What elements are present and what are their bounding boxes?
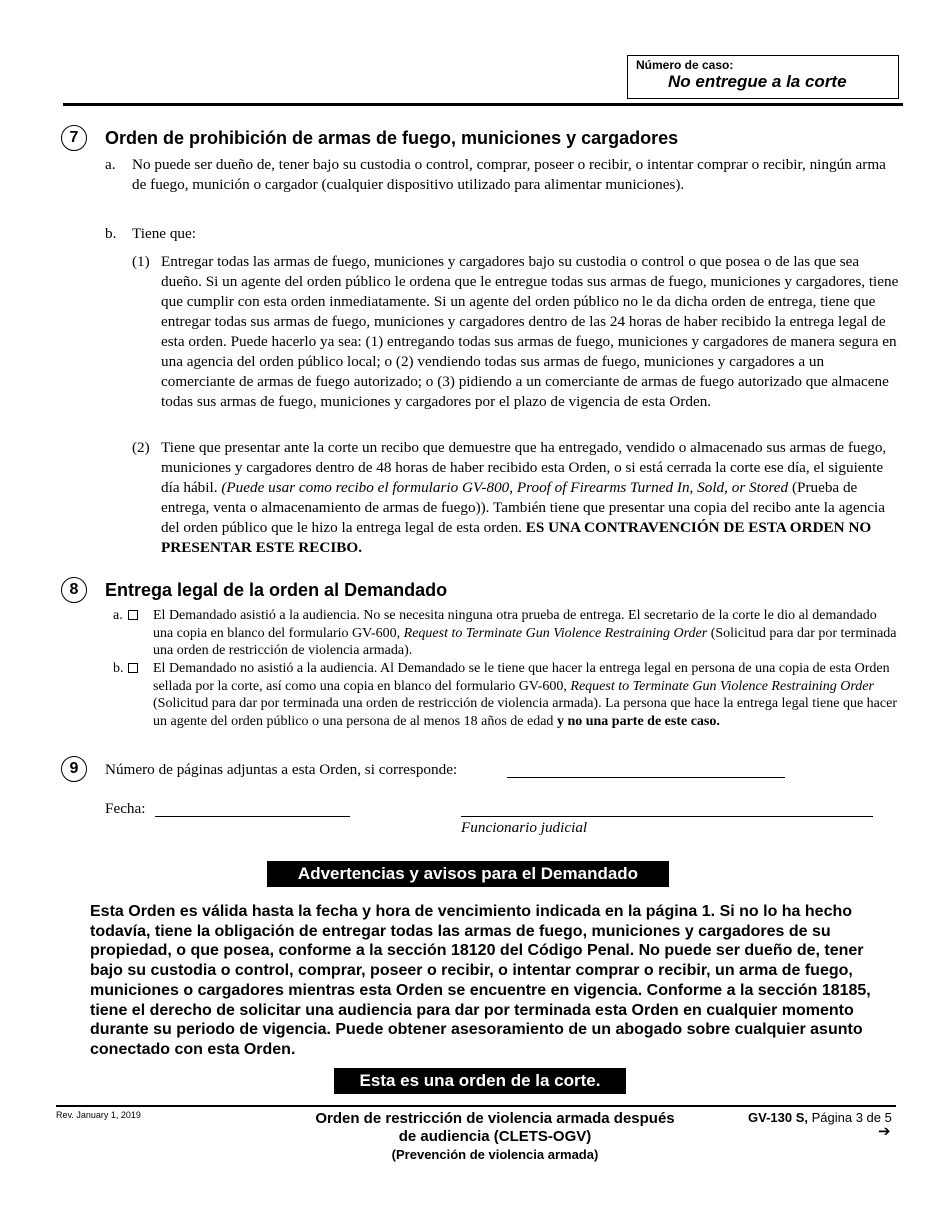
case-number-label: Número de caso: — [636, 58, 734, 72]
item-8b-text-part2: (Solicitud para dar por terminada una orden de restricción de violencia armada). La persona que hace la entrega legal tiene que hacer un agente del orden público o una persona de al menos 18 años de edad — [153, 696, 897, 729]
item-8a-marker: a. — [113, 608, 123, 623]
footer-divider — [56, 1105, 896, 1107]
footer-form-id — [748, 1110, 892, 1125]
case-number-value: No entregue a la corte — [668, 72, 847, 91]
item-7b-marker: b. — [105, 225, 117, 242]
item-7b-text: Tiene que: — [132, 225, 196, 242]
attached-pages-field[interactable] — [507, 777, 785, 778]
revision-date: Rev. January 1, 2019 — [56, 1110, 141, 1120]
item-8a-text-part1: El Demandado asistió a la audiencia. No se necesita ninguna otra prueba de entrega. El secretario de la corte le dio al demandado una copia en blanco del formulario GV-600, — [153, 608, 877, 641]
section-9-number: 9 — [61, 756, 87, 782]
footer-title-line1: Orden de restricción de violencia armada después — [315, 1110, 675, 1127]
court-order-banner: Esta es una orden de la corte. — [334, 1068, 626, 1094]
item-7b2-text — [161, 438, 901, 558]
attached-pages-label: Número de páginas adjuntas a esta Orden, si corresponde: — [105, 761, 458, 778]
item-8a-text-part2: (Solicitud para dar por terminada una orden de restricción de violencia armada). — [153, 625, 897, 659]
item-7b2-bold-warning: ES UNA CONTRAVENCIÓN DE ESTA ORDEN NO PRESENTAR ESTE RECIBO. — [161, 519, 872, 556]
date-field[interactable] — [155, 816, 350, 817]
item-7b1-text: Entregar todas las armas de fuego, municiones y cargadores bajo su custodia o control o que posea o de las que sea dueño. Si un agente del orden público le ordena que le entregue todas sus armas de fuego, municiones y cargadores, tiene que cumplir con esta orden inmediatamente. Si un agente del orden público no le da dicha orden de entrega, tiene que entregar todas sus armas de fuego, municiones y cargadores dentro de las 24 horas de haber recibido la entrega legal de esta orden. Puede hacerlo ya sea: (1) entregando todas sus armas de fuego, municiones y cargadores de manera segura en una agencia del orden público local; o (2) vendiendo todas sus armas de fuego, municiones y cargadores a un comerciante de armas de fuego autorizado; o (3) pidiendo a un comerciante de armas de fuego autorizado que almacene todas sus armas de fuego, municiones y cargadores por el plazo de vigencia de esta Orden. — [161, 253, 899, 410]
item-8a-italic: Request to Terminate Gun Violence Restraining Order — [403, 625, 708, 641]
item-8b-text-part1: El Demandado no asistió a la audiencia. Al Demandado se le tiene que hacer la entrega legal en persona de una copia de esta Orden sellada por la corte, así como una copia en blanco del formulario GV-600, — [153, 661, 890, 694]
warnings-banner: Advertencias y avisos para el Demandado — [267, 861, 669, 887]
item-8b-marker: b. — [113, 661, 124, 676]
page-number: Página 3 de 5 — [811, 1110, 892, 1125]
header-divider — [63, 103, 903, 106]
item-7b2-italic: (Puede usar como recibo el formulario GV-800, Proof of Firearms Turned In, Sold, or Stored — [221, 479, 789, 496]
item-8b-italic: Request to Terminate Gun Violence Restraining Order — [570, 678, 874, 694]
item-7b2-marker: (2) — [132, 439, 150, 456]
section-8-number: 8 — [61, 577, 87, 603]
footer-form-title — [280, 1110, 710, 1164]
item-7b1-marker: (1) — [132, 253, 150, 270]
form-number: GV-130 S, — [748, 1110, 808, 1125]
item-7a-marker: a. — [105, 156, 116, 173]
footer-subtitle: (Prevención de violencia armada) — [391, 1147, 599, 1162]
date-label: Fecha: — [105, 800, 146, 817]
item-7b2-text-part2: (Prueba de entrega, venta o almacenamiento de armas de fuego)). También tiene que presentar una copia del recibo ante la agencia del orden público que le hizo la entrega legal de esta orden. — [161, 479, 885, 536]
item-8b-checkbox[interactable] — [128, 663, 138, 673]
item-7b2-text-part1: Tiene que presentar ante la corte un recibo que demuestre que ha entregado, vendido o almacenado sus armas de fuego, municiones y cargadores dentro de 48 horas de haber recibido esta Orden, o si está cerrada la corte ese día, el siguiente día hábil. — [161, 439, 887, 496]
judicial-officer-signature-line[interactable] — [461, 816, 873, 817]
judicial-officer-label: Funcionario judicial — [461, 819, 588, 836]
footer-title-line2: de audiencia (CLETS-OGV) — [398, 1128, 592, 1145]
item-8b-text — [153, 660, 898, 730]
section-7-number: 7 — [61, 125, 87, 151]
item-8b-bold: y no una parte de este caso. — [556, 713, 720, 729]
item-8a-text — [153, 607, 898, 660]
section-8-title: Entrega legal de la orden al Demandado — [105, 580, 448, 600]
case-number-box — [627, 55, 899, 99]
item-8a-checkbox[interactable] — [128, 610, 138, 620]
warnings-text: Esta Orden es válida hasta la fecha y hora de vencimiento indicada en la página 1. Si no lo ha hecho todavía, tiene la obligación de entregar todas las armas de fuego, municiones y cargadores de su propiedad, o que posea, conforme a la sección 18120 del Código Penal. No puede ser dueño de, tener bajo su custodia o control, comprar, poseer o recibir, o intentar comprar o recibir, un arma de fuego, municiones o cargadores mientras esta Orden se encuentre en vigencia. Conforme a la sección 18185, tiene el derecho de solicitar una audiencia para dar por terminada esta Orden en cualquier momento durante su periodo de vigencia. Puede obtener asesoramiento de un abogado sobre cualquier asunto conectado con esta Orden. — [90, 903, 871, 1058]
section-7-title: Orden de prohibición de armas de fuego, municiones y cargadores — [105, 128, 679, 148]
item-7a-text: No puede ser dueño de, tener bajo su custodia o control, comprar, poseer o recibir, o intentar comprar o recibir, ningún arma de fuego, munición o cargador (cualquier dispositivo utilizado para alimentar municiones). — [132, 156, 886, 193]
next-page-arrow-icon: ➔ — [878, 1122, 891, 1140]
